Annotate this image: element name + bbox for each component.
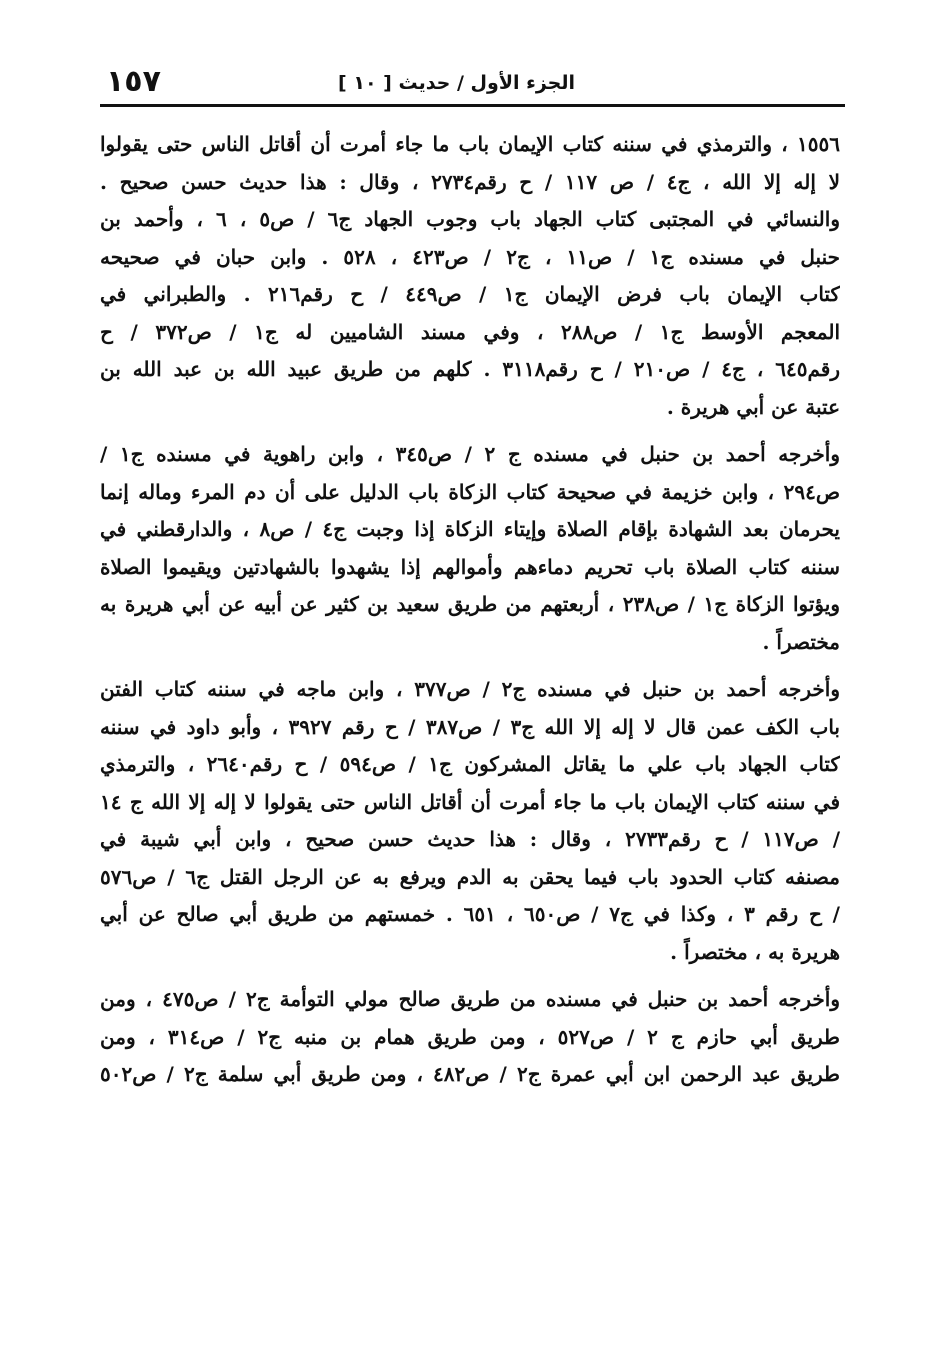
text-line: سننه كتاب الصلاة باب تحريم دماءهم وأموالهم إذا يشهدوا بالشهادتين ويقيموا الصلاة [100, 554, 840, 579]
text-line: في سننه كتاب الإيمان باب ما جاء أمرت أن أقاتل الناس حتى يقولوا لا إله إلا الله ج ١٤ [100, 789, 840, 814]
text-line: وأخرجه أحمد بن حنبل في مسنده ج ٢ / ص٣٤٥ ، وابن راهوية في مسنده ج١ / [100, 442, 840, 466]
text-line: مختصراً . [762, 629, 840, 654]
text-line: طريق أبي حازم ج ٢ / ص٥٢٧ ، ومن طريق همام بن منبه ج٢ / ص٣١٤ ، ومن [100, 1024, 840, 1049]
page-number: ١٥٧ [106, 64, 161, 99]
text-line: هريرة به ، مختصراً . [670, 939, 840, 964]
page-header [100, 58, 845, 108]
paragraph [100, 126, 840, 426]
text-line: ص٢٩٤ ، وابن خزيمة في صحيحة كتاب الزكاة باب الدليل على أن دم المرء وماله إنما [100, 479, 840, 504]
text-line: ١٥٥٦ ، والترمذي في سننه كتاب الإيمان باب ما جاء أمرت أن أقاتل الناس حتى يقولوا [100, 132, 840, 156]
paragraph [100, 436, 840, 661]
text-line: يحرمان بعد الشهادة بإقام الصلاة وإيتاء الزكاة إذا وجبت ج٤ / ص٨ ، والدارقطني في [100, 517, 840, 541]
text-line: والنسائي في المجتبى كتاب الجهاد باب وجوب الجهاد ج٦ / ص٥ ، ٦ ، وأحمد بن [100, 207, 840, 231]
text-line: المعجم الأوسط ج١ / ص٢٨٨ ، وفي مسند الشاميين له ج١ / ص٣٧٢ / ح [100, 319, 840, 344]
paragraph [100, 981, 840, 1094]
text-line: كتاب الإيمان باب فرض الإيمان ج١ / ص٤٤٩ / ح رقم٢١٦ . والطبراني في [100, 282, 840, 306]
text-line: باب الكف عمن قال لا إله إلا الله ج٣ / ص٣٨٧ / ح رقم ٣٩٢٧ ، وأبو داود في سننه [100, 714, 840, 739]
text-line: / ح رقم ٣ ، وكذا في ج٧ / ص٦٥٠ ، ٦٥١ . خمستهم من طريق أبي صالح عن أبي [100, 902, 840, 926]
header-rule [100, 104, 845, 107]
running-title: الجزء الأول / حديث [ ١٠ ] [338, 72, 575, 94]
paragraph [100, 671, 840, 971]
text-line: ويؤتوا الزكاة ج١ / ص٢٣٨ ، أربعتهم من طريق سعيد بن كثير عن أبيه عن أبي هريرة به [100, 592, 840, 616]
body-text [100, 126, 840, 1104]
text-line: كتاب الجهاد باب علي ما يقاتل المشركون ج١ / ص٥٩٤ / ح رقم٢٦٤٠ ، والترمذي [100, 752, 840, 776]
text-line: طريق عبد الرحمن ابن أبي عمرة ج٢ / ص٤٨٢ ، ومن طريق أبي سلمة ج٢ / ص٥٠٢ [100, 1062, 840, 1086]
text-line: عتبة عن أبي هريرة . [666, 394, 840, 419]
text-line: لا إله إلا الله ، ج٤ / ص ١١٧ / ح رقم٢٧٣٤ ، وقال : هذا حديث حسن صحيح . [100, 169, 840, 194]
text-line: مصنفه كتاب الحدود باب فيما يحقن به الدم ويرفع به عن الرجل القتل ج٦ / ص٥٧٦ [100, 864, 840, 889]
text-line: / ص١١٧ / ح رقم٢٧٣٣ ، وقال : هذا حديث حسن صحيح ، وابن أبي شيبة في [100, 827, 840, 851]
text-line: رقم٦٤٥ ، ج٤ / ص٢١٠ / ح رقم٣١١٨ . كلهم من طريق عبيد الله بن عبد الله بن [100, 357, 840, 381]
text-line: حنبل في مسنده ج١ / ص١١ ، ج٢ / ص٤٢٣ ، ٥٢٨ . وابن حبان في صحيحه [100, 244, 840, 269]
text-line: وأخرجه أحمد بن حنبل في مسنده من طريق صالح مولي التوأمة ج٢ / ص٤٧٥ ، ومن [100, 987, 840, 1011]
text-line: وأخرجه أحمد بن حنبل في مسنده ج٢ / ص٣٧٧ ، وابن ماجه في سننه كتاب الفتن [100, 677, 840, 701]
